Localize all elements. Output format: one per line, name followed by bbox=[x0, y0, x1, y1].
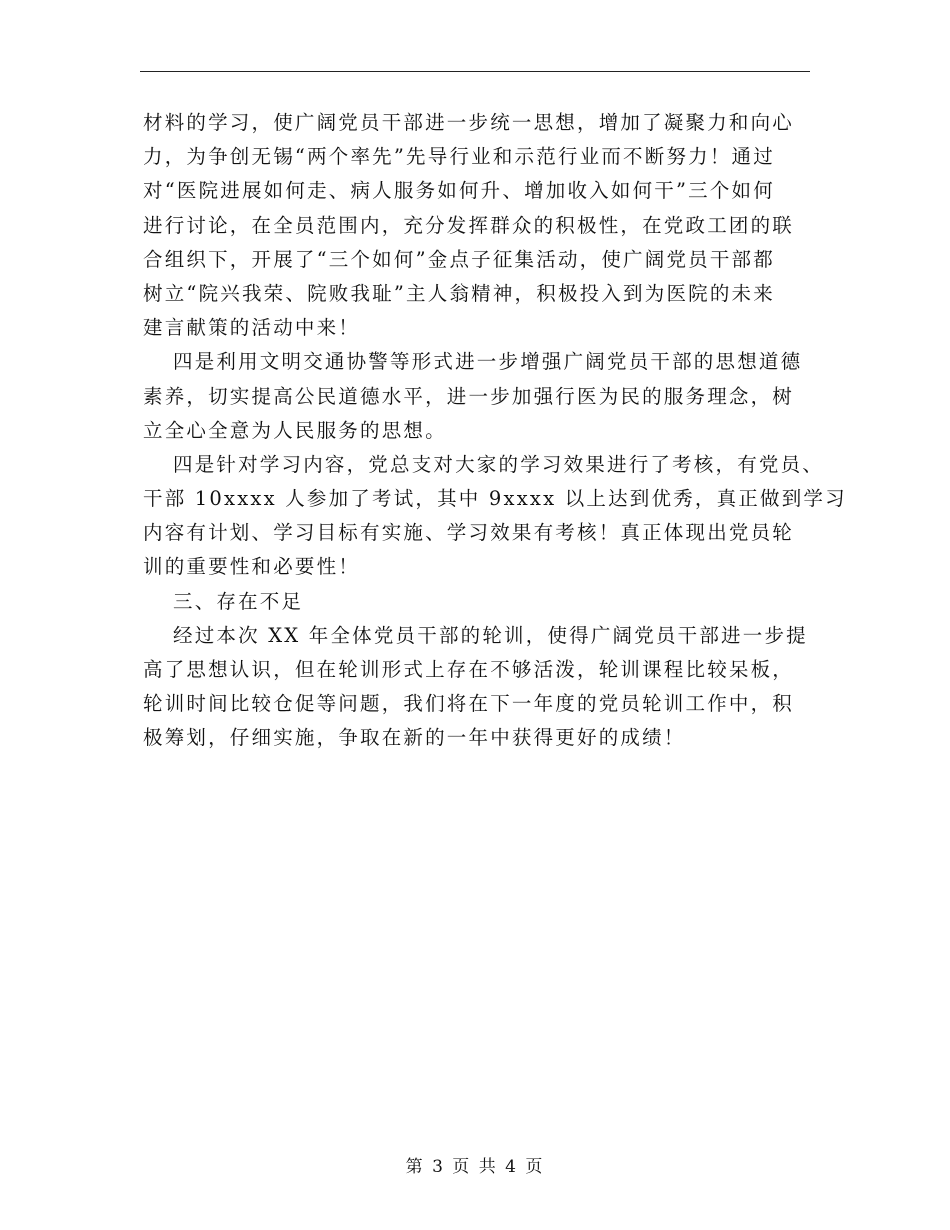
body-text bbox=[143, 106, 847, 756]
paragraph-start-line: 经过本次 XX 年全体党员干部的轮训，使得广阔党员干部进一步提 bbox=[173, 623, 808, 647]
text-line: 素养，切实提高公民道德水平，进一步加强行医为民的服务理念，树 bbox=[143, 384, 795, 408]
text-line: 树立“院兴我荣、院败我耻”主人翁精神，积极投入到为医院的未来 bbox=[143, 281, 775, 305]
page-number-footer: 第 3 页 共 4 页 bbox=[405, 1157, 545, 1177]
section-heading: 三、存在不足 bbox=[173, 589, 304, 613]
text-line: 干部 10xxxx 人参加了考试，其中 9xxxx 以上达到优秀，真正做到学习 bbox=[143, 487, 847, 511]
text-line: 建言献策的活动中来！ bbox=[143, 316, 361, 340]
text-line: 力，为争创无锡“两个率先”先导行业和示范行业而不断努力！通过 bbox=[143, 145, 775, 169]
text-line: 立全心全意为人民服务的思想。 bbox=[143, 418, 447, 442]
text-line: 高了思想认识，但在轮训形式上存在不够活泼，轮训课程比较呆板， bbox=[143, 658, 795, 681]
text-line: 对“医院进展如何走、病人服务如何升、增加收入如何干”三个如何 bbox=[143, 179, 775, 203]
paragraph-start-line: 四是针对学习内容，党总支对大家的学习效果进行了考核，有党员、 bbox=[173, 452, 825, 476]
text-line: 极筹划，仔细实施，争取在新的一年中获得更好的成绩！ bbox=[143, 726, 686, 750]
text-line: 合组织下，开展了“三个如何”金点子征集活动，使广阔党员干部都 bbox=[143, 247, 775, 271]
text-line: 轮训时间比较仓促等问题，我们将在下一年度的党员轮训工作中，积 bbox=[143, 692, 795, 716]
text-line: 进行讨论，在全员范围内，充分发挥群众的积极性，在党政工团的联 bbox=[143, 213, 795, 237]
text-line: 训的重要性和必要性！ bbox=[143, 555, 361, 579]
text-line: 材料的学习，使广阔党员干部进一步统一思想，增加了凝聚力和向心 bbox=[143, 111, 795, 134]
header-rule bbox=[140, 71, 810, 72]
text-line: 内容有计划、学习目标有实施、学习效果有考核！真正体现出党员轮 bbox=[143, 521, 795, 545]
paragraph-start-line: 四是利用文明交通协警等形式进一步增强广阔党员干部的思想道德 bbox=[173, 350, 803, 374]
